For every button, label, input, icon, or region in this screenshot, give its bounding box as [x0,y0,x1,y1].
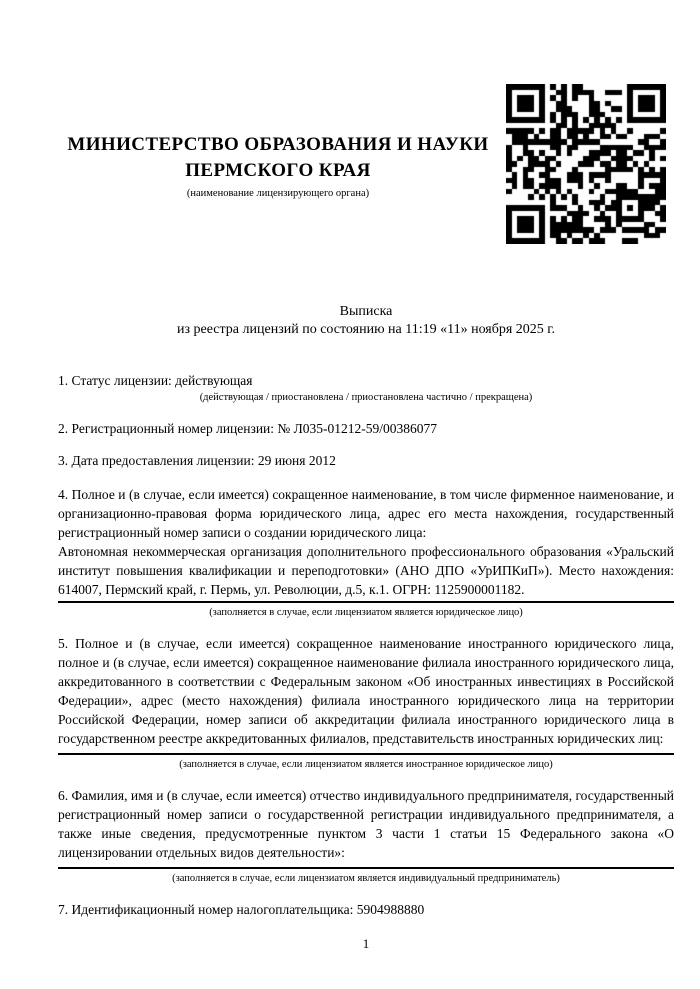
grant-date-item [58,451,674,470]
entrepreneur-answer-line [58,862,674,869]
grant-date-text: 3. Дата предоставления лицензии: 29 июня 2012 [58,453,336,468]
license-status-text: 1. Статус лицензии: действующая [58,373,253,388]
extract-title: Выписка [339,304,393,319]
legal-entity-answer-block [58,542,674,603]
extract-title-block [58,303,674,339]
foreign-entity-caption: (заполняется в случае, если лицензиатом является иностранное юридическое лицо) [179,759,553,770]
legal-entity-question: 4. Полное и (в случае, если имеется) сокращенное наименование, в том числе фирменное наименование, и организационно-правовая форма юридического лица, адрес его места нахождения, государственный регистрационный номер записи о создании юридического лица: [58,487,674,540]
legal-entity-answer: Автономная некоммерческая организация дополнительного профессионального образования «Уральский институт повышения квалификации и переподготовки» (АНО ДПО «УрИПКиП»). Место нахождения: 614007, Пермский край, г. Пермь, ул. Революции, д.5, к.1. ОГРН: 1125900001182. [58,544,674,597]
foreign-entity-item [58,634,674,772]
license-status-item [58,371,674,405]
legal-entity-caption: (заполняется в случае, если лицензиатом является юридическое лицо) [209,607,523,618]
entrepreneur-caption: (заполняется в случае, если лицензиатом является индивидуальный предприниматель) [172,873,560,884]
document-body [58,0,674,953]
taxpayer-number-text: 7. Идентификационный номер налогоплательщика: 5904988880 [58,902,425,917]
entrepreneur-item [58,786,674,886]
foreign-entity-answer-line [58,748,674,755]
org-caption: (наименование лицензирующего органа) [186,188,370,199]
taxpayer-number-item [58,900,674,919]
entrepreneur-question: 6. Фамилия, имя и (в случае, если имеется) отчество индивидуального предпринимателя, государственный регистрационный номер записи о государственной регистрации индивидуального предпринимателя, а также иные сведения, предусмотренные пунктом 3 части 1 статьи 15 Федерального закона «О лицензировании отдельных видов деятельности»: [58,788,674,860]
org-name-line2: ПЕРМСКОГО КРАЯ [185,160,371,181]
extract-date-line: из реестра лицензий по состоянию на 11:19 «11» ноября 2025 г. [177,322,555,337]
org-name-line1: МИНИСТЕРСТВО ОБРАЗОВАНИЯ И НАУКИ [67,134,489,155]
registration-number-item [58,419,674,438]
registration-number-text: 2. Регистрационный номер лицензии: № Л035-01212-59/00386077 [58,421,438,436]
legal-entity-item [58,485,674,620]
page-number: 1 [362,936,370,951]
foreign-entity-question: 5. Полное и (в случае, если имеется) сокращенное наименование иностранного юридического лица, полное и (в случае, если имеется) сокращенное наименование филиала иностранного юридического лица, аккредитованного в соответствии с Федеральным законом «Об иностранных инвестициях в Российской Федерации», адрес (место нахождения) филиала иностранного юридического лица на территории Российской Федерации, номер записи об аккредитации филиала иностранного юридического лица в государственном реестре аккредитованных филиалов, представительств иностранных юридических лиц: [58,636,674,746]
license-status-caption: (действующая / приостановлена / приостановлена частично / прекращена) [199,392,533,403]
